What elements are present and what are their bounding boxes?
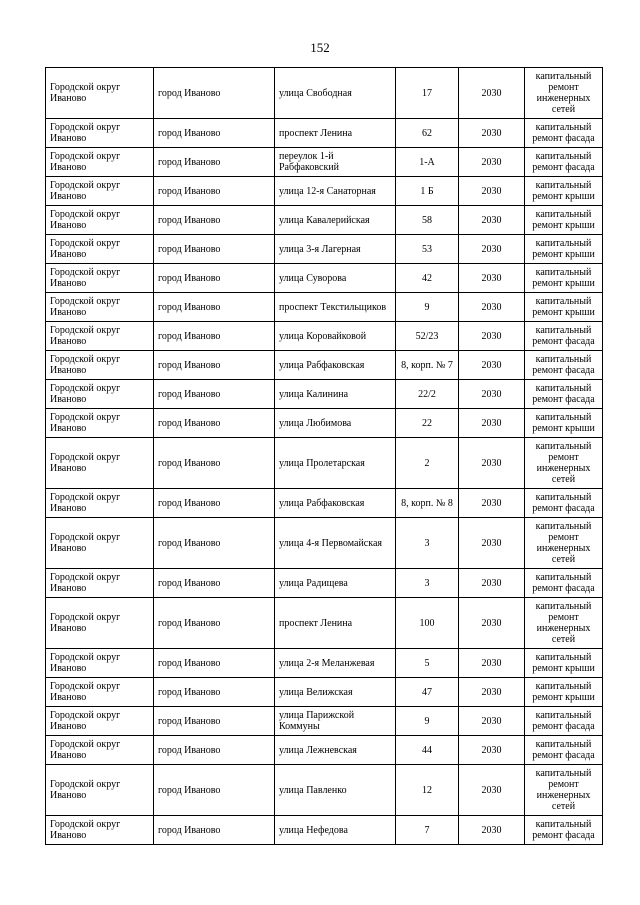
street-cell: проспект Текстильщиков (275, 293, 396, 322)
street-cell: улица Любимова (275, 409, 396, 438)
okrug-cell: Городской округ Иваново (46, 148, 154, 177)
city-cell: город Иваново (154, 235, 275, 264)
okrug-cell: Городской округ Иваново (46, 765, 154, 816)
city-cell: город Иваново (154, 264, 275, 293)
street-cell: улица Калинина (275, 380, 396, 409)
table-row (46, 206, 603, 235)
year-cell: 2030 (459, 649, 525, 678)
work-type-cell: капитальный ремонт инженерных сетей (525, 765, 603, 816)
table-row (46, 765, 603, 816)
city-cell: город Иваново (154, 518, 275, 569)
table-row (46, 489, 603, 518)
house-number-cell: 100 (396, 598, 459, 649)
work-type-cell: капитальный ремонт крыши (525, 409, 603, 438)
table-row (46, 119, 603, 148)
house-number-cell: 22 (396, 409, 459, 438)
city-cell: город Иваново (154, 409, 275, 438)
work-type-cell: капитальный ремонт крыши (525, 235, 603, 264)
city-cell: город Иваново (154, 678, 275, 707)
house-number-cell: 5 (396, 649, 459, 678)
year-cell: 2030 (459, 380, 525, 409)
work-type-cell: капитальный ремонт фасада (525, 148, 603, 177)
work-type-cell: капитальный ремонт крыши (525, 264, 603, 293)
street-cell: улица Радищева (275, 569, 396, 598)
street-cell: проспект Ленина (275, 119, 396, 148)
city-cell: город Иваново (154, 119, 275, 148)
street-cell: улица Рабфаковская (275, 351, 396, 380)
okrug-cell: Городской округ Иваново (46, 235, 154, 264)
work-type-cell: капитальный ремонт крыши (525, 177, 603, 206)
street-cell: проспект Ленина (275, 598, 396, 649)
table-row (46, 409, 603, 438)
city-cell: город Иваново (154, 148, 275, 177)
year-cell: 2030 (459, 765, 525, 816)
year-cell: 2030 (459, 409, 525, 438)
year-cell: 2030 (459, 235, 525, 264)
table-row (46, 148, 603, 177)
okrug-cell: Городской округ Иваново (46, 649, 154, 678)
city-cell: город Иваново (154, 736, 275, 765)
year-cell: 2030 (459, 68, 525, 119)
okrug-cell: Городской округ Иваново (46, 518, 154, 569)
page-number: 152 (310, 40, 330, 55)
year-cell: 2030 (459, 119, 525, 148)
house-number-cell: 62 (396, 119, 459, 148)
street-cell: улица Суворова (275, 264, 396, 293)
table-body (46, 68, 603, 845)
year-cell: 2030 (459, 816, 525, 845)
house-number-cell: 17 (396, 68, 459, 119)
okrug-cell: Городской округ Иваново (46, 736, 154, 765)
work-type-cell: капитальный ремонт инженерных сетей (525, 438, 603, 489)
house-number-cell: 3 (396, 569, 459, 598)
house-number-cell: 47 (396, 678, 459, 707)
year-cell: 2030 (459, 569, 525, 598)
street-cell: улица Пролетарская (275, 438, 396, 489)
okrug-cell: Городской округ Иваново (46, 678, 154, 707)
house-number-cell: 7 (396, 816, 459, 845)
city-cell: город Иваново (154, 649, 275, 678)
table-row (46, 351, 603, 380)
work-type-cell: капитальный ремонт инженерных сетей (525, 598, 603, 649)
year-cell: 2030 (459, 489, 525, 518)
table-row (46, 736, 603, 765)
table-row (46, 707, 603, 736)
table-row (46, 649, 603, 678)
street-cell: улица Парижской Коммуны (275, 707, 396, 736)
okrug-cell: Городской округ Иваново (46, 409, 154, 438)
street-cell: улица Павленко (275, 765, 396, 816)
table-row (46, 438, 603, 489)
work-type-cell: капитальный ремонт крыши (525, 678, 603, 707)
okrug-cell: Городской округ Иваново (46, 707, 154, 736)
okrug-cell: Городской округ Иваново (46, 816, 154, 845)
work-type-cell: капитальный ремонт фасада (525, 119, 603, 148)
work-type-cell: капитальный ремонт фасада (525, 569, 603, 598)
street-cell: улица Велижская (275, 678, 396, 707)
okrug-cell: Городской округ Иваново (46, 322, 154, 351)
okrug-cell: Городской округ Иваново (46, 119, 154, 148)
year-cell: 2030 (459, 707, 525, 736)
work-type-cell: капитальный ремонт фасада (525, 351, 603, 380)
table-row (46, 68, 603, 119)
year-cell: 2030 (459, 264, 525, 293)
year-cell: 2030 (459, 293, 525, 322)
table-row (46, 380, 603, 409)
okrug-cell: Городской округ Иваново (46, 177, 154, 206)
house-number-cell: 1-А (396, 148, 459, 177)
city-cell: город Иваново (154, 293, 275, 322)
city-cell: город Иваново (154, 206, 275, 235)
table-row (46, 264, 603, 293)
city-cell: город Иваново (154, 569, 275, 598)
table-row (46, 235, 603, 264)
house-number-cell: 58 (396, 206, 459, 235)
okrug-cell: Городской округ Иваново (46, 293, 154, 322)
street-cell: улица 4-я Первомайская (275, 518, 396, 569)
okrug-cell: Городской округ Иваново (46, 68, 154, 119)
city-cell: город Иваново (154, 177, 275, 206)
work-type-cell: капитальный ремонт фасада (525, 736, 603, 765)
year-cell: 2030 (459, 351, 525, 380)
work-type-cell: капитальный ремонт фасада (525, 707, 603, 736)
city-cell: город Иваново (154, 598, 275, 649)
house-number-cell: 9 (396, 293, 459, 322)
year-cell: 2030 (459, 148, 525, 177)
work-type-cell: капитальный ремонт крыши (525, 206, 603, 235)
house-number-cell: 22/2 (396, 380, 459, 409)
year-cell: 2030 (459, 206, 525, 235)
work-type-cell: капитальный ремонт фасада (525, 816, 603, 845)
house-number-cell: 44 (396, 736, 459, 765)
year-cell: 2030 (459, 322, 525, 351)
house-number-cell: 12 (396, 765, 459, 816)
okrug-cell: Городской округ Иваново (46, 438, 154, 489)
house-number-cell: 8, корп. № 7 (396, 351, 459, 380)
street-cell: улица Рабфаковская (275, 489, 396, 518)
table-row (46, 518, 603, 569)
house-number-cell: 42 (396, 264, 459, 293)
table-row (46, 177, 603, 206)
street-cell: улица Коровайковой (275, 322, 396, 351)
house-number-cell: 8, корп. № 8 (396, 489, 459, 518)
table-row (46, 816, 603, 845)
house-number-cell: 9 (396, 707, 459, 736)
okrug-cell: Городской округ Иваново (46, 489, 154, 518)
work-type-cell: капитальный ремонт фасада (525, 489, 603, 518)
year-cell: 2030 (459, 518, 525, 569)
work-type-cell: капитальный ремонт крыши (525, 293, 603, 322)
city-cell: город Иваново (154, 489, 275, 518)
year-cell: 2030 (459, 598, 525, 649)
house-number-cell: 53 (396, 235, 459, 264)
work-type-cell: капитальный ремонт фасада (525, 322, 603, 351)
repair-schedule-table (45, 67, 603, 845)
house-number-cell: 1 Б (396, 177, 459, 206)
city-cell: город Иваново (154, 816, 275, 845)
city-cell: город Иваново (154, 707, 275, 736)
table-row (46, 322, 603, 351)
street-cell: улица Кавалерийская (275, 206, 396, 235)
okrug-cell: Городской округ Иваново (46, 264, 154, 293)
okrug-cell: Городской округ Иваново (46, 380, 154, 409)
city-cell: город Иваново (154, 438, 275, 489)
city-cell: город Иваново (154, 765, 275, 816)
house-number-cell: 3 (396, 518, 459, 569)
year-cell: 2030 (459, 438, 525, 489)
street-cell: улица 3-я Лагерная (275, 235, 396, 264)
okrug-cell: Городской округ Иваново (46, 598, 154, 649)
okrug-cell: Городской округ Иваново (46, 351, 154, 380)
table-row (46, 598, 603, 649)
house-number-cell: 52/23 (396, 322, 459, 351)
city-cell: город Иваново (154, 322, 275, 351)
table-row (46, 569, 603, 598)
table-row (46, 293, 603, 322)
year-cell: 2030 (459, 736, 525, 765)
city-cell: город Иваново (154, 351, 275, 380)
street-cell: улица Нефедова (275, 816, 396, 845)
street-cell: улица Свободная (275, 68, 396, 119)
year-cell: 2030 (459, 678, 525, 707)
street-cell: улица 2-я Меланжевая (275, 649, 396, 678)
street-cell: улица 12-я Санаторная (275, 177, 396, 206)
work-type-cell: капитальный ремонт крыши (525, 649, 603, 678)
work-type-cell: капитальный ремонт фасада (525, 380, 603, 409)
year-cell: 2030 (459, 177, 525, 206)
street-cell: улица Лежневская (275, 736, 396, 765)
okrug-cell: Городской округ Иваново (46, 569, 154, 598)
street-cell: переулок 1-й Рабфаковский (275, 148, 396, 177)
city-cell: город Иваново (154, 380, 275, 409)
house-number-cell: 2 (396, 438, 459, 489)
work-type-cell: капитальный ремонт инженерных сетей (525, 68, 603, 119)
table-row (46, 678, 603, 707)
work-type-cell: капитальный ремонт инженерных сетей (525, 518, 603, 569)
city-cell: город Иваново (154, 68, 275, 119)
okrug-cell: Городской округ Иваново (46, 206, 154, 235)
